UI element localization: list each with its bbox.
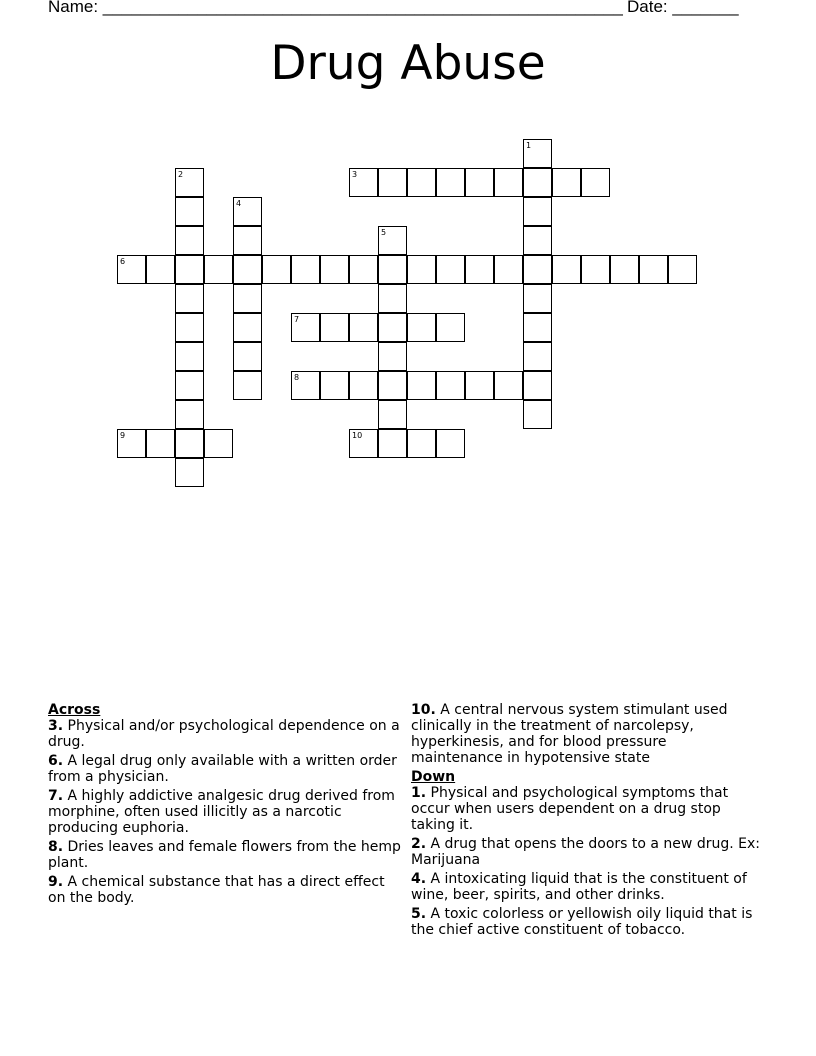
- grid-cell[interactable]: [175, 458, 204, 487]
- across-clue: [48, 839, 402, 871]
- grid-cell[interactable]: [175, 313, 204, 342]
- grid-cell[interactable]: [175, 342, 204, 371]
- across-heading: Across: [48, 702, 101, 718]
- clue-label: 8.: [48, 839, 64, 855]
- grid-cell-8[interactable]: [291, 371, 320, 400]
- clue-number: 7: [294, 315, 300, 324]
- grid-cell[interactable]: [349, 313, 378, 342]
- across-clue: [48, 753, 402, 785]
- clue-label: 7.: [48, 788, 64, 804]
- grid-cell[interactable]: [175, 284, 204, 313]
- grid-cell[interactable]: [407, 371, 436, 400]
- clue-number: 8: [294, 373, 300, 382]
- clue-text: A chemical substance that has a direct effect on the body.: [48, 874, 385, 906]
- date-field[interactable]: Date: _______: [627, 0, 739, 16]
- clue-number: 9: [120, 431, 126, 440]
- grid-cell[interactable]: [523, 400, 552, 429]
- across-clue: [48, 718, 402, 750]
- grid-cell[interactable]: [233, 255, 262, 284]
- grid-cell-4[interactable]: [233, 197, 262, 226]
- grid-cell[interactable]: [146, 255, 175, 284]
- grid-cell[interactable]: [378, 255, 407, 284]
- grid-cell[interactable]: [639, 255, 668, 284]
- grid-cell[interactable]: [407, 429, 436, 458]
- grid-cell[interactable]: [581, 168, 610, 197]
- grid-cell[interactable]: [349, 255, 378, 284]
- clues-right-column: [411, 702, 761, 941]
- grid-cell-3[interactable]: [349, 168, 378, 197]
- across-clue: [48, 874, 402, 906]
- grid-cell[interactable]: [233, 342, 262, 371]
- clue-text: Physical and/or psychological dependence on a drug.: [48, 718, 400, 750]
- grid-cell-9[interactable]: [117, 429, 146, 458]
- grid-cell-1[interactable]: [523, 139, 552, 168]
- grid-cell[interactable]: [668, 255, 697, 284]
- grid-cell[interactable]: [175, 371, 204, 400]
- grid-cell[interactable]: [320, 313, 349, 342]
- grid-cell[interactable]: [233, 313, 262, 342]
- grid-cell[interactable]: [407, 168, 436, 197]
- grid-cell[interactable]: [175, 400, 204, 429]
- clue-text: A central nervous system stimulant used clinically in the treatment of narcolepsy, hyperkinesis, and for blood pressure maintenance in hypotensive state: [411, 702, 728, 766]
- clue-text: A intoxicating liquid that is the constituent of wine, beer, spirits, and other drinks.: [411, 871, 747, 903]
- clue-label: 5.: [411, 906, 427, 922]
- grid-cell[interactable]: [465, 168, 494, 197]
- clue-number: 2: [178, 170, 184, 179]
- down-clue: [411, 906, 761, 938]
- page-title: Drug Abuse: [270, 36, 546, 91]
- grid-cell[interactable]: [320, 371, 349, 400]
- grid-cell[interactable]: [465, 371, 494, 400]
- grid-cell[interactable]: [436, 371, 465, 400]
- clue-number: 5: [381, 228, 387, 237]
- clue-label: 9.: [48, 874, 64, 890]
- grid-cell[interactable]: [146, 429, 175, 458]
- grid-cell[interactable]: [233, 226, 262, 255]
- grid-cell[interactable]: [378, 313, 407, 342]
- grid-cell-10[interactable]: [349, 429, 378, 458]
- grid-cell[interactable]: [552, 168, 581, 197]
- grid-cell[interactable]: [378, 429, 407, 458]
- grid-cell[interactable]: [262, 255, 291, 284]
- clue-label: 4.: [411, 871, 427, 887]
- grid-cell[interactable]: [407, 255, 436, 284]
- grid-cell[interactable]: [436, 313, 465, 342]
- grid-cell[interactable]: [233, 284, 262, 313]
- grid-cell[interactable]: [494, 255, 523, 284]
- grid-cell-7[interactable]: [291, 313, 320, 342]
- grid-cell[interactable]: [378, 284, 407, 313]
- grid-cell[interactable]: [175, 226, 204, 255]
- grid-cell[interactable]: [581, 255, 610, 284]
- across-clue: [48, 788, 402, 836]
- grid-cell[interactable]: [204, 429, 233, 458]
- grid-cell[interactable]: [378, 168, 407, 197]
- down-heading: Down: [411, 769, 456, 785]
- clue-label: 2.: [411, 836, 427, 852]
- grid-cell[interactable]: [523, 371, 552, 400]
- grid-cell[interactable]: [523, 342, 552, 371]
- grid-cell[interactable]: [175, 255, 204, 284]
- grid-cell[interactable]: [552, 255, 581, 284]
- grid-cell[interactable]: [523, 313, 552, 342]
- grid-cell[interactable]: [465, 255, 494, 284]
- grid-cell[interactable]: [349, 371, 378, 400]
- clue-label: 10.: [411, 702, 436, 718]
- grid-cell[interactable]: [233, 371, 262, 400]
- grid-cell[interactable]: [175, 197, 204, 226]
- grid-cell[interactable]: [175, 429, 204, 458]
- clue-text: A drug that opens the doors to a new drug. Ex: Marijuana: [411, 836, 760, 868]
- grid-cell[interactable]: [204, 255, 233, 284]
- clue-number: 3: [352, 170, 358, 179]
- grid-cell[interactable]: [523, 255, 552, 284]
- grid-cell[interactable]: [436, 168, 465, 197]
- clue-text: A highly addictive analgesic drug derived from morphine, often used illicitly as a narcotic producing euphoria.: [48, 788, 395, 836]
- grid-cell-5[interactable]: [378, 226, 407, 255]
- grid-cell[interactable]: [378, 371, 407, 400]
- clue-text: Physical and psychological symptoms that occur when users dependent on a drug stop taking it.: [411, 785, 729, 833]
- grid-cell[interactable]: [291, 255, 320, 284]
- grid-cell[interactable]: [378, 400, 407, 429]
- grid-cell-6[interactable]: [117, 255, 146, 284]
- grid-cell[interactable]: [378, 342, 407, 371]
- clue-text: Dries leaves and female flowers from the hemp plant.: [48, 839, 401, 871]
- clue-number: 10: [352, 431, 363, 440]
- clue-number: 1: [526, 141, 532, 150]
- grid-cell[interactable]: [436, 255, 465, 284]
- clues-left-column: [48, 702, 402, 909]
- down-clue: [411, 785, 761, 833]
- clue-text: A toxic colorless or yellowish oily liquid that is the chief active constituent of tobacco.: [411, 906, 753, 938]
- clue-number: 6: [120, 257, 126, 266]
- grid-cell[interactable]: [523, 168, 552, 197]
- grid-cell[interactable]: [523, 284, 552, 313]
- grid-cell[interactable]: [610, 255, 639, 284]
- clue-label: 6.: [48, 753, 64, 769]
- clue-text: A legal drug only available with a written order from a physician.: [48, 753, 397, 785]
- grid-cell[interactable]: [436, 429, 465, 458]
- across-clue: [411, 702, 761, 766]
- grid-cell[interactable]: [523, 226, 552, 255]
- grid-cell[interactable]: [523, 197, 552, 226]
- name-field[interactable]: Name: _______________________________________________________: [48, 0, 623, 16]
- clue-label: 3.: [48, 718, 64, 734]
- down-clue: [411, 836, 761, 868]
- grid-cell-2[interactable]: [175, 168, 204, 197]
- grid-cell[interactable]: [320, 255, 349, 284]
- grid-cell[interactable]: [407, 313, 436, 342]
- down-clue: [411, 871, 761, 903]
- clue-label: 1.: [411, 785, 427, 801]
- clue-number: 4: [236, 199, 242, 208]
- grid-cell[interactable]: [494, 168, 523, 197]
- grid-cell[interactable]: [494, 371, 523, 400]
